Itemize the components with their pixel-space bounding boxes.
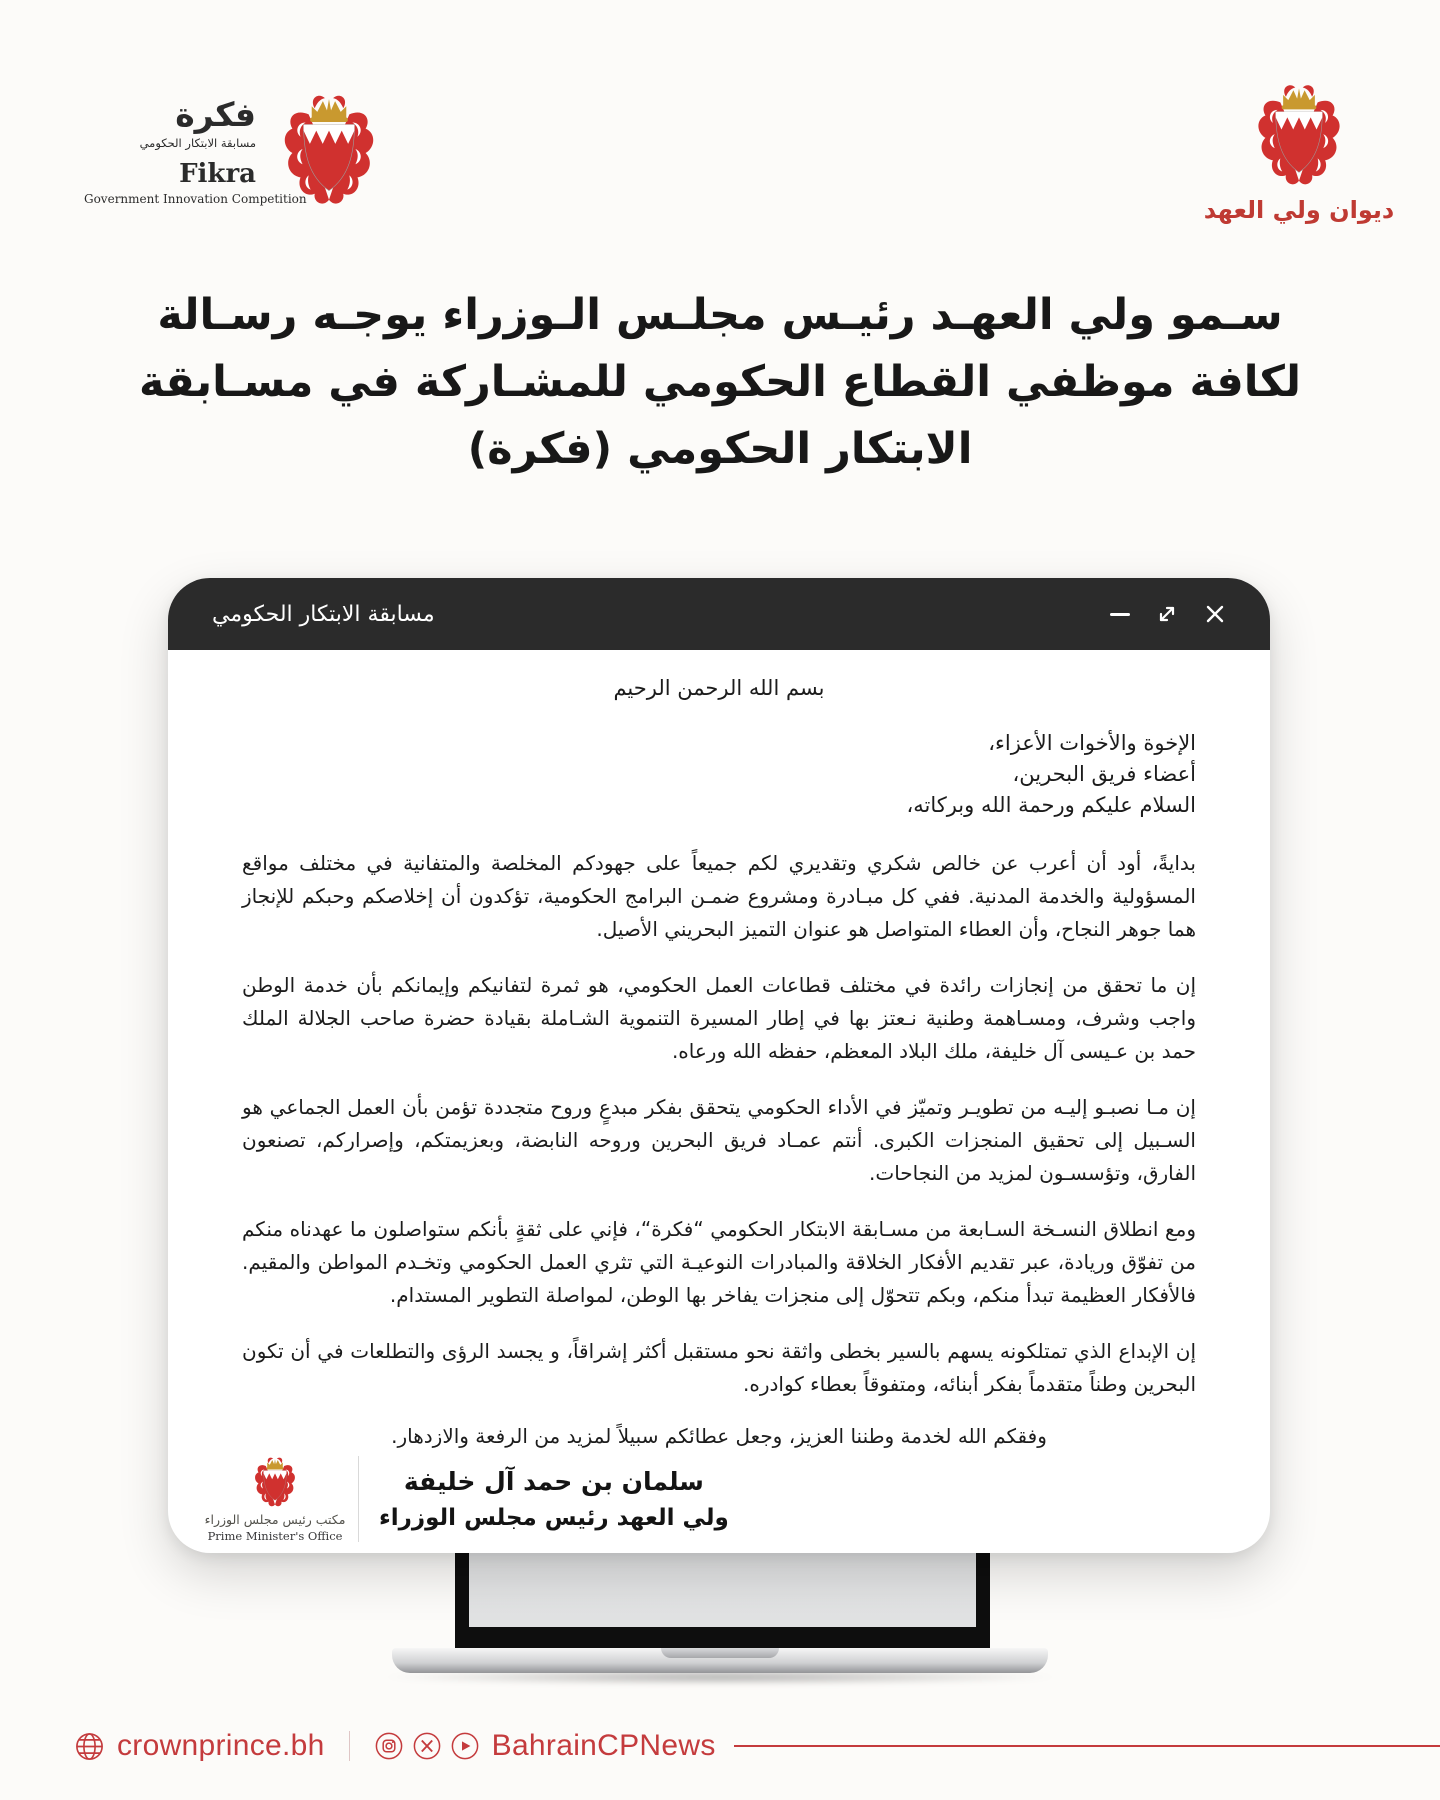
bismillah-line: بسم الله الرحمن الرحيم bbox=[613, 676, 825, 700]
fikra-latin-subtitle: Government Innovation Competition bbox=[84, 191, 307, 206]
crown-prince-court-calligraphy: ديوان ولي العهد bbox=[1203, 196, 1395, 224]
close-icon[interactable] bbox=[1204, 603, 1226, 625]
instagram-icon[interactable] bbox=[374, 1731, 404, 1761]
footer bbox=[74, 1722, 1440, 1770]
website-link[interactable]: crownprince.bh bbox=[117, 1729, 325, 1762]
x-twitter-icon[interactable] bbox=[412, 1731, 442, 1761]
fikra-latin-name: Fikra bbox=[179, 158, 256, 189]
bahrain-coat-of-arms-icon bbox=[278, 90, 380, 212]
crown-prince-court-logo bbox=[1203, 80, 1395, 224]
pmo-english-label: Prime Minister's Office bbox=[207, 1529, 343, 1543]
minimize-icon[interactable] bbox=[1110, 613, 1130, 616]
pmo-calligraphy: مكتب رئيس مجلس الوزراء bbox=[204, 1512, 346, 1527]
greeting-line: السلام عليكم ورحمة الله وبركاته، bbox=[906, 793, 1196, 817]
bahrain-coat-of-arms-icon bbox=[252, 1455, 298, 1510]
letter-paragraph: إن الإبداع الذي تمتلكونه يسهم بالسير بخطى واثقة نحو مستقبل أكثر إشراقاً، و يجسد الرؤى والتطلعات في أن تكون البحرين وطناً متقدماً بفكر أبنائه، ومتفوقاً بعطاء كوادره. bbox=[242, 1339, 1196, 1396]
letter-window bbox=[168, 578, 1270, 1553]
letter-paragraph: إن مـا نصبـو إليـه من تطويـر وتميّز في الأداء الحكومي يتحقق بفكر مبدعٍ وروح متجددة تؤمن بأن العمل الجماعي هو السـبيل إلى تحقيق المنجزات الكبرى. أنتم عمـاد فريق البحرين وروحه النابضة، وبعزيمتكم، وإصراركم، تصنعون الفارق، وتؤسسـون لمزيد من النجاحات. bbox=[242, 1095, 1196, 1185]
greeting-line: أعضاء فريق البحرين، bbox=[1012, 762, 1196, 786]
footer-divider bbox=[349, 1731, 350, 1761]
resize-icon[interactable] bbox=[1156, 603, 1178, 625]
youtube-icon[interactable] bbox=[450, 1731, 480, 1761]
greeting-line: الإخوة والأخوات الأعزاء، bbox=[988, 731, 1196, 755]
page-title bbox=[0, 282, 1440, 483]
signatory-title: ولي العهد رئيس مجلس الوزراء bbox=[379, 1505, 729, 1531]
laptop-lid-notch bbox=[661, 1648, 779, 1658]
headline-line-2: لكافة موظفي القطاع الحكومي للمشـاركة في مسـابقة bbox=[138, 357, 1302, 407]
letter-closing: وفقكم الله لخدمة وطننا العزيز، وجعل عطائكم سبيلاً لمزيد من الرفعة والازدهار. bbox=[391, 1424, 1047, 1448]
fikra-arabic-subtitle: مسابقة الابتكار الحكومي bbox=[139, 135, 256, 150]
laptop-base bbox=[392, 1648, 1048, 1673]
letter-paragraph: إن ما تحقق من إنجازات رائدة في مختلف قطاعات العمل الحكومي، هو ثمرة لتفانيكم وإيمانكم بأن خدمة الوطن واجب وشرف، ومسـاهمة وطنية نـعتز بها في إطار المسيرة التنموية الشـاملة بقيادة حضرة صاحب الجلالة الملك حمد بن عـيسى آل خليفة، ملك البلاد المعظم، حفظه الله ورعاه. bbox=[242, 973, 1196, 1063]
prime-ministers-office-logo bbox=[204, 1455, 346, 1543]
fikra-logo bbox=[84, 90, 380, 212]
background-arc bbox=[0, 0, 140, 1800]
letter-body bbox=[168, 650, 1270, 1553]
social-handle-link[interactable]: BahrainCPNews bbox=[491, 1729, 716, 1762]
letter-paragraph: ومع انطلاق النسـخة السـابعة من مسـابقة الابتكار الحكومي “فكرة“، فإني على ثقةٍ بأنكم ستواصلون ما عهدناه منكم من تفوّق وريادة، عبر تقديم الأفكار الخلاقة والمبادرات النوعيـة التي تثري العمل الحكومي وتخـدم المواطن والمقيم. فالأفكار العظيمة تبدأ منكم، وبكم تتحوّل إلى منجزات يفاخر بها الوطن، لمواصلة التطوير المستدام. bbox=[242, 1217, 1196, 1307]
letter-greeting bbox=[242, 728, 1196, 821]
signature-block bbox=[204, 1455, 729, 1543]
window-title: مسابقة الابتكار الحكومي bbox=[212, 601, 435, 627]
fikra-arabic-name: فكرة bbox=[175, 94, 256, 134]
bahrain-coat-of-arms-icon bbox=[1252, 80, 1346, 192]
globe-icon bbox=[74, 1731, 105, 1762]
footer-rule bbox=[734, 1745, 1440, 1747]
signatory-name: سلمان بن حمد آل خليفة bbox=[403, 1467, 704, 1496]
headline-line-3: الابتكار الحكومي (فكرة) bbox=[467, 424, 973, 474]
headline-line-1: سـمو ولي العهـد رئيـس مجلـس الـوزراء يوجـه رسـالة bbox=[157, 290, 1283, 340]
background-arc bbox=[0, 360, 140, 1800]
window-controls bbox=[1110, 603, 1226, 625]
window-titlebar bbox=[168, 578, 1270, 650]
letter-paragraph: بدايةً، أود أن أعرب عن خالص شكري وتقديري لكم جميعاً على جهودكم المخلصة والمتفانية في مختلف مواقع المسؤولية والخدمة المدنية. ففي كل مبـادرة ومشروع ضمـن البرامج الحكومية، تؤكدون أن إخلاصكم وحبكم للإنجاز هما جوهر النجاح، وأن العطاء المتواصل هو عنوان التميز البحريني الأصيل. bbox=[242, 851, 1196, 941]
signature-divider bbox=[358, 1456, 359, 1542]
